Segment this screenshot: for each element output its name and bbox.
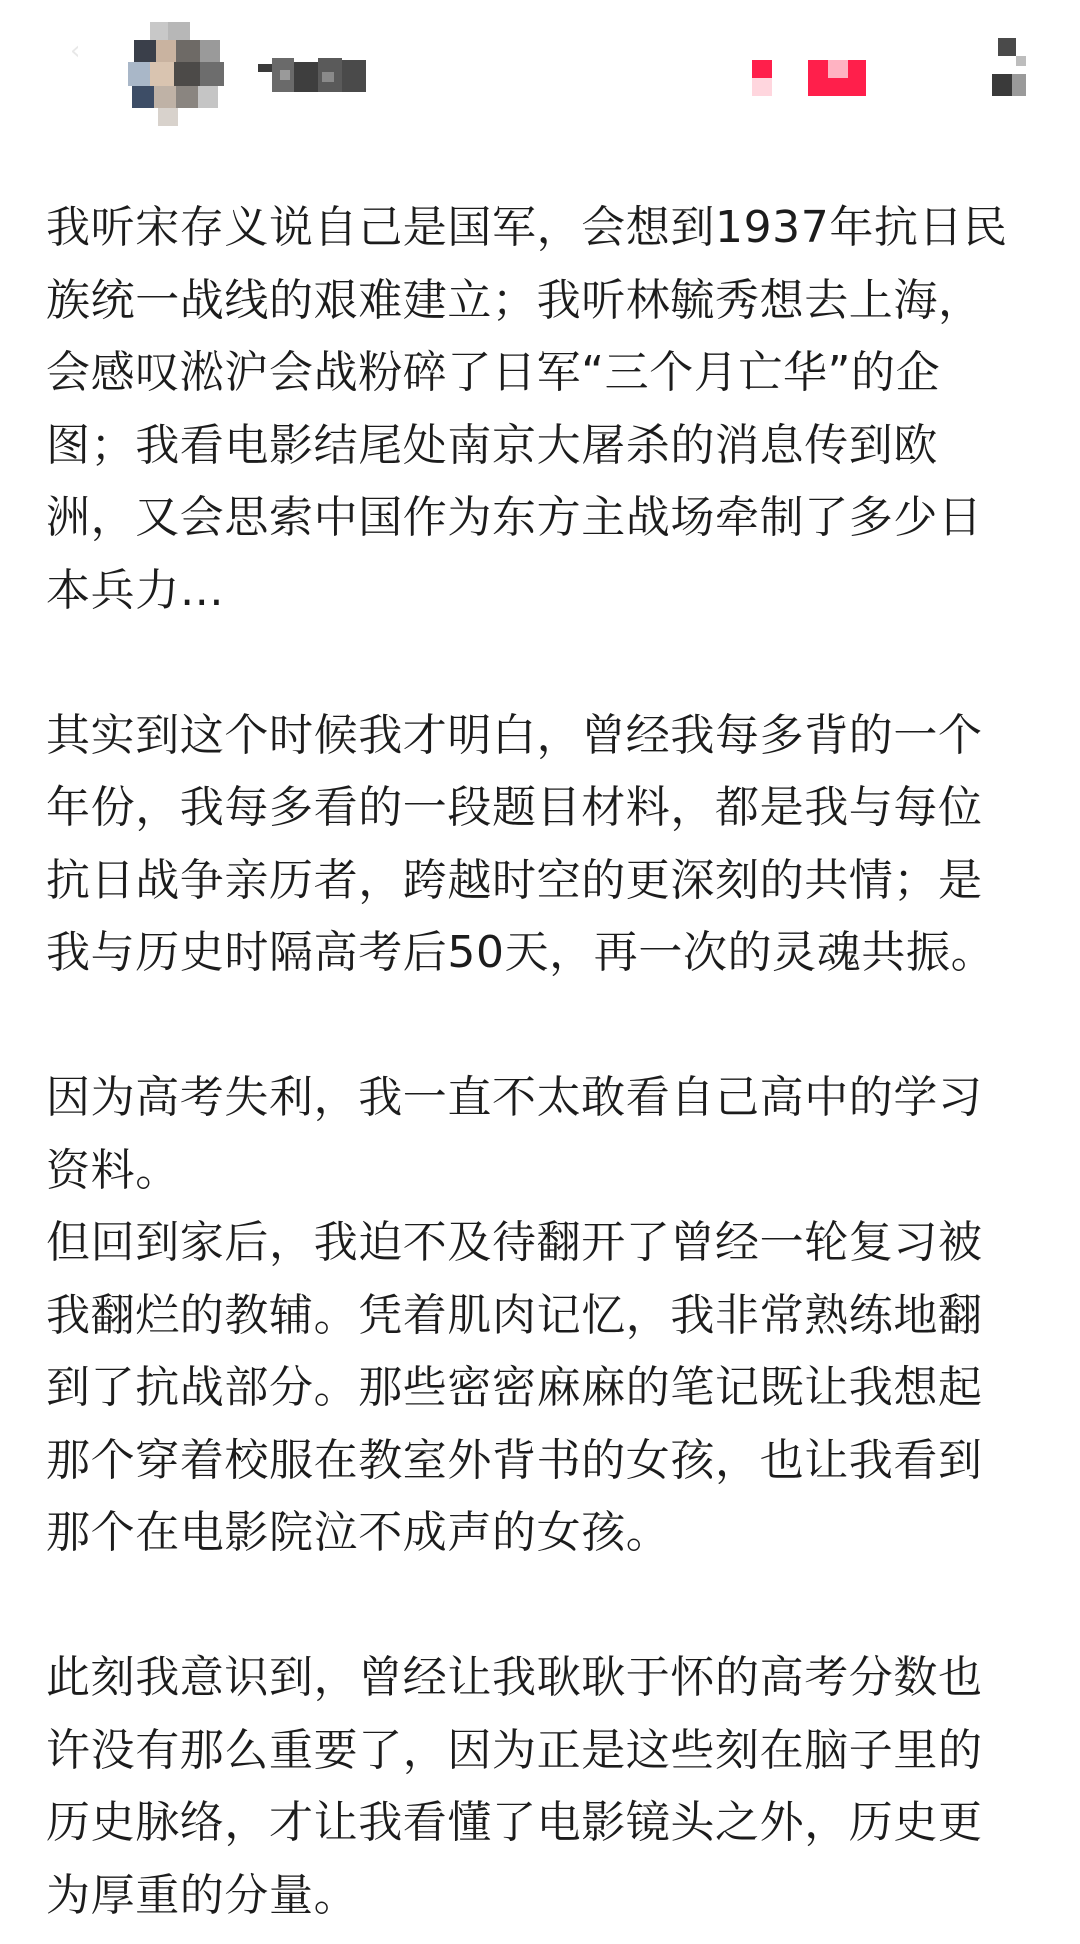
paragraph (46, 192, 1036, 627)
text-line: 历史脉络，才让我看懂了电影镜头之外，历史更 (46, 1797, 983, 1848)
text-line: 我翻烂的教辅。凭着肌肉记忆，我非常熟练地翻 (46, 1289, 983, 1341)
paragraph-spacer (46, 1570, 1036, 1643)
text-line: 那个穿着校服在教室外背书的女孩，也让我看到 (46, 1434, 983, 1486)
avatar[interactable] (128, 22, 228, 126)
post-header (0, 0, 1080, 150)
text-line: 但回到家后，我迫不及待翻开了曾经一轮复习被 (46, 1217, 983, 1268)
text-line: 此刻我意识到，曾经让我耿耿于怀的高考分数也 (46, 1652, 983, 1703)
text-line: 因为高考失利，我一直不太敢看自己高中的学习 (46, 1072, 983, 1123)
text-line: 图；我看电影结尾处南京大屠杀的消息传到欧 (46, 419, 938, 471)
follow-button[interactable] (808, 60, 866, 96)
text-line: 许没有那么重要了，因为正是这些刻在脑子里的 (46, 1724, 983, 1776)
text-line: 我与历史时隔高考后50天，再一次的灵魂共振。 (46, 927, 996, 978)
username[interactable] (258, 58, 368, 92)
text-line: 资料。 (46, 1144, 180, 1196)
text-line: 族统一战线的艰难建立；我听林毓秀想去上海， (46, 274, 983, 326)
text-line: 其实到这个时候我才明白，曾经我每多背的一个 (46, 709, 983, 761)
paragraph (46, 700, 1036, 990)
paragraph (46, 1642, 1036, 1932)
paragraph (46, 1062, 1036, 1570)
follow-icon[interactable] (752, 60, 772, 96)
text-line: 到了抗战部分。那些密密麻麻的笔记既让我想起 (46, 1362, 983, 1413)
more-vertical-icon[interactable] (988, 38, 1028, 98)
text-line: 为厚重的分量。 (46, 1869, 359, 1921)
chevron-left-icon[interactable]: ‹ (70, 36, 81, 66)
text-line: 那个在电影院泣不成声的女孩。 (46, 1507, 671, 1558)
text-line: 洲，又会思索中国作为东方主战场牵制了多少日 (46, 492, 983, 543)
text-line: 本兵力… (46, 564, 225, 616)
text-line: 抗日战争亲历者，跨越时空的更深刻的共情；是 (46, 854, 983, 906)
text-line: 我听宋存义说自己是国军，会想到1937年抗日民 (46, 202, 1008, 253)
text-line: 会感叹淞沪会战粉碎了日军“三个月亡华”的企 (46, 347, 941, 398)
text-line: 年份，我每多看的一段题目材料，都是我与每位 (46, 782, 983, 833)
paragraph-spacer (46, 627, 1036, 700)
paragraph-spacer (46, 990, 1036, 1063)
post-body (46, 192, 1036, 1932)
